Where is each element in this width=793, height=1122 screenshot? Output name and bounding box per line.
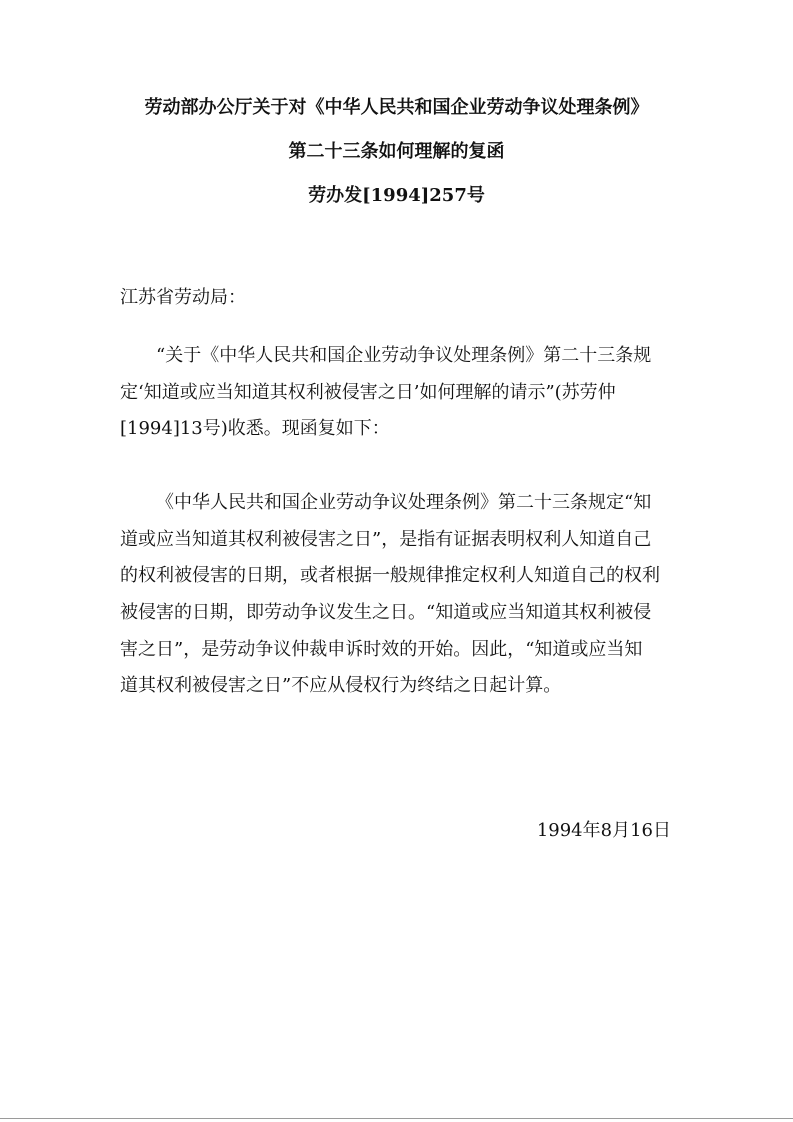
paragraph-1-line-1: “关于《中华人民共和国企业劳动争议处理条例》第二十三条规	[156, 345, 652, 366]
addressee: 江苏省劳动局：	[120, 287, 246, 308]
paragraph-1-line-2: 定‘知道或应当知道其权利被侵害之日’如何理解的请示”(苏劳仲	[120, 382, 616, 403]
page-bottom-rule	[0, 1118, 793, 1119]
document-title-line-2: 第二十三条如何理解的复函	[288, 141, 505, 162]
paragraph-2-line-6: 道其权利被侵害之日”不应从侵权行为终结之日起计算。	[120, 675, 562, 696]
document-date: 1994年8月16日	[536, 820, 671, 841]
paragraph-2-line-2: 道或应当知道其权利被侵害之日”，是指有证据表明权利人知道自己	[120, 529, 652, 550]
document-title-line-1: 劳动部办公厅关于对《中华人民共和国企业劳动争议处理条例》	[144, 97, 649, 118]
paragraph-2-line-4: 被侵害的日期，即劳动争议发生之日。“知道或应当知道其权利被侵	[120, 602, 652, 623]
paragraph-1-line-3: [1994]13号)收悉。现函复如下：	[120, 418, 390, 439]
document-number: 劳办发[1994]257号	[308, 185, 485, 206]
paragraph-2-line-3: 的权利被侵害的日期，或者根据一般规律推定权利人知道自己的权利	[120, 565, 660, 586]
paragraph-2-line-1: 《中华人民共和国企业劳动争议处理条例》第二十三条规定“知	[156, 492, 652, 513]
paragraph-2-line-5: 害之日”，是劳动争议仲裁申诉时效的开始。因此，“知道或应当知	[120, 639, 643, 660]
